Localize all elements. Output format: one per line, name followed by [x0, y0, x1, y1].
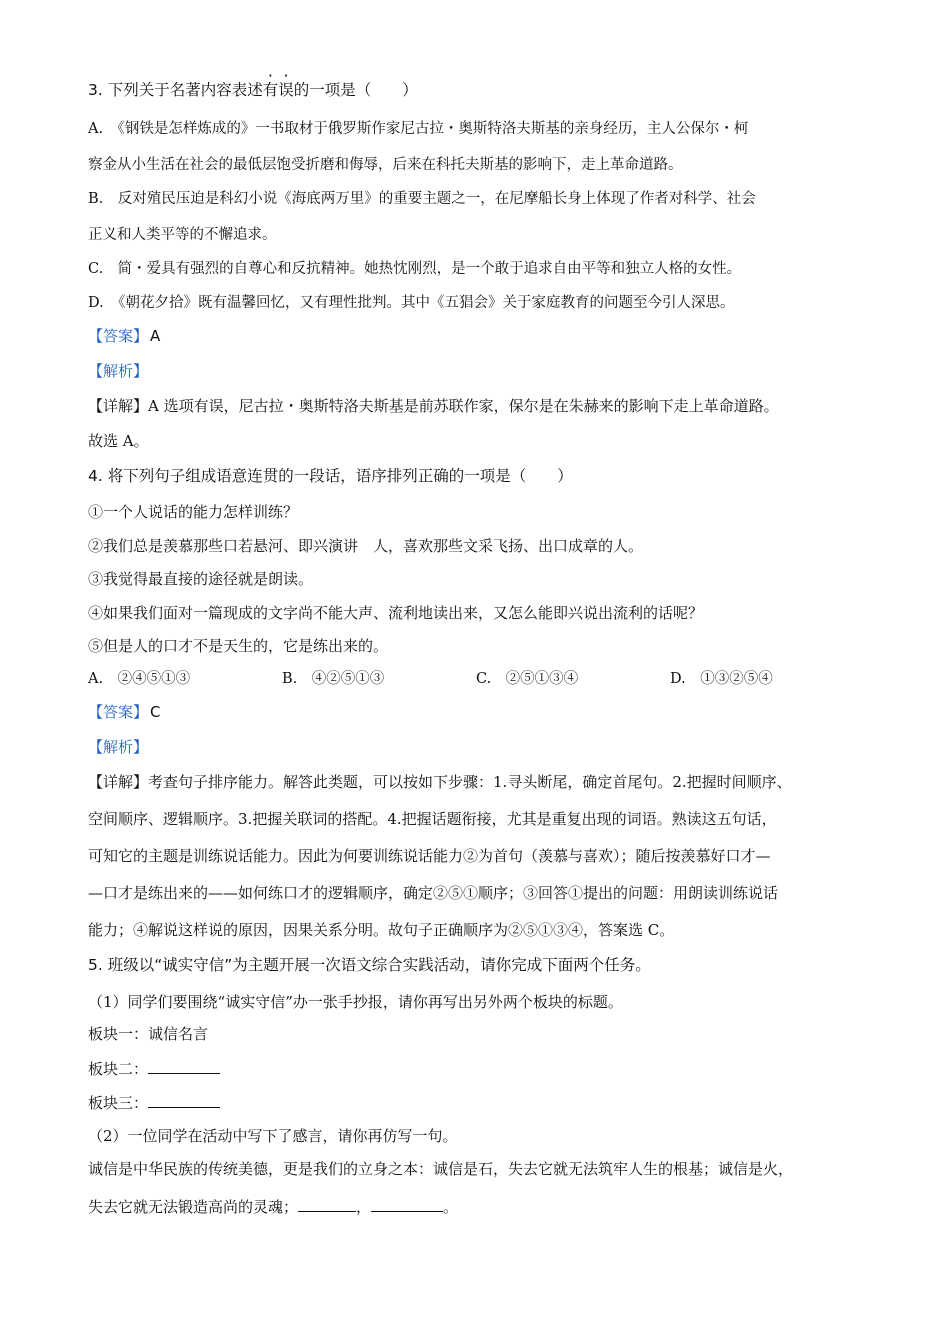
q4-option-a: A. ②④⑤①③: [88, 671, 191, 687]
block2-label: 板块二：: [88, 1060, 149, 1078]
imitation-blank-1[interactable]: [298, 1197, 356, 1212]
q4-option-d: D. ①③②⑤④: [670, 671, 773, 687]
q3-option-d: D. 《朝花夕拾》既有温馨回忆，又有理性批判。其中《五猖会》关于家庭教育的问题至今引人深思。: [88, 295, 735, 311]
q5-block2: [88, 1059, 220, 1079]
q4-option-b: B. ④②⑤①③: [282, 671, 385, 687]
q5-quote-line1: 诚信是中华民族的传统美德，更是我们的立身之本：诚信是石，失去它就无法筑牢人生的根基；诚信是火，: [88, 1160, 794, 1178]
answer-value: C: [150, 703, 161, 721]
q4-sentence-1: ①一个人说话的能力怎样训练？: [88, 503, 299, 521]
q4-answer: [88, 702, 161, 722]
q3-option-b-line2: 正义和人类平等的不懈追求。: [88, 227, 277, 243]
detail-text: A 选项有误，尼古拉・奥斯特洛夫斯基是前苏联作家，保尔是在朱赫来的影响下走上革命道路。: [148, 397, 779, 415]
emphasis-char-2: 误: [278, 81, 294, 99]
q5-quote-line2: [88, 1197, 458, 1217]
detail-text: 考查句子排序能力。解答此类题，可以按如下步骤：1.寻头断尾，确定首尾句。2.把握时间顺序、: [148, 773, 792, 791]
q4-detail-line4: —口才是练出来的——如何练口才的逻辑顺序，确定②⑤①顺序；③回答①提出的问题：用朗读训练说话: [88, 884, 779, 902]
comma: ，: [356, 1198, 372, 1216]
q4-detail-line3: 可知它的主题是训练说话能力。因此为何要训练说话能力②为首句（羡慕与喜欢）；随后按羡慕好口才—: [88, 847, 771, 865]
q3-option-a-line2: 察金从小生活在社会的最低层饱受折磨和侮辱，后来在科托夫斯基的影响下，走上革命道路。: [88, 157, 683, 173]
q3-option-a-line1: A. 《钢铁是怎样炼成的》一书取材于俄罗斯作家尼古拉・奥斯特洛夫斯基的亲身经历，主人公保尔・柯: [88, 121, 749, 137]
q4-option-c: C. ②⑤①③④: [476, 671, 579, 687]
q4-detail-line1: [88, 772, 792, 792]
detail-tag: 【详解】: [88, 397, 149, 415]
q3-stem-suffix: 的一项是（ ）: [293, 81, 418, 99]
q4-detail-line2: 空间顺序、逻辑顺序。3.把握关联词的搭配。4.把握话题衔接，尤其是重复出现的词语。熟读这五句话，: [88, 810, 777, 828]
q3-detail-conclusion: 故选 A。: [88, 432, 149, 450]
imitation-blank-2[interactable]: [371, 1197, 443, 1212]
analysis-tag: 【解析】: [88, 738, 149, 756]
q4-sentence-5: ⑤但是人的口才不是天生的，它是练出来的。: [88, 637, 389, 655]
q3-option-b-line1: B. 反对殖民压迫是科幻小说《海底两万里》的重要主题之一，在尼摩船长身上体现了作者对科学、社会: [88, 191, 756, 207]
q4-sentence-3: ③我觉得最直接的途径就是朗读。: [88, 570, 314, 588]
q4-detail-line5: 能力；④解说这样说的原因，因果关系分明。故句子正确顺序为②⑤①③④，答案选 C。: [88, 921, 675, 939]
q3-detail: [88, 396, 779, 416]
answer-value: A: [150, 327, 161, 345]
quote-text: 失去它就无法锻造高尚的灵魂；: [88, 1198, 299, 1216]
detail-tag: 【详解】: [88, 773, 149, 791]
q5-block1: 板块一：诚信名言: [88, 1025, 209, 1043]
answer-tag: 【答案】: [88, 327, 149, 345]
block2-blank[interactable]: [148, 1059, 220, 1074]
q5-block3: [88, 1093, 220, 1113]
period: 。: [443, 1198, 459, 1216]
q3-stem: [88, 80, 418, 100]
q5-task1: （1）同学们要围绕“诚实守信”办一张手抄报，请你再写出另外两个板块的标题。: [88, 993, 623, 1011]
emphasis-char-1: 有: [262, 81, 279, 99]
q4-analysis: [88, 737, 148, 757]
q3-answer: [88, 326, 160, 346]
q5-stem: 5. 班级以“诚实守信”为主题开展一次语文综合实践活动，请你完成下面两个任务。: [88, 956, 651, 974]
answer-tag: 【答案】: [88, 703, 149, 721]
block3-blank[interactable]: [148, 1093, 220, 1108]
block3-label: 板块三：: [88, 1094, 149, 1112]
q4-sentence-2: ②我们总是羡慕那些口若悬河、即兴演讲 人，喜欢那些文采飞扬、出口成章的人。: [88, 537, 644, 555]
q4-sentence-4: ④如果我们面对一篇现成的文字尚不能大声、流利地读出来，又怎么能即兴说出流利的话呢？: [88, 604, 704, 622]
q5-task2: （2）一位同学在活动中写下了感言，请你再仿写一句。: [88, 1127, 458, 1145]
q3-analysis: [88, 361, 148, 381]
q3-stem-prefix: 3. 下列关于名著内容表述: [88, 81, 263, 99]
q4-options: [88, 669, 864, 689]
q3-option-c: C. 简・爱具有强烈的自尊心和反抗精神。她热忱刚烈，是一个敢于追求自由平等和独立人格的女性。: [88, 261, 742, 277]
q4-stem: 4. 将下列句子组成语意连贯的一段话，语序排列正确的一项是（ ）: [88, 467, 573, 485]
analysis-tag: 【解析】: [88, 362, 149, 380]
